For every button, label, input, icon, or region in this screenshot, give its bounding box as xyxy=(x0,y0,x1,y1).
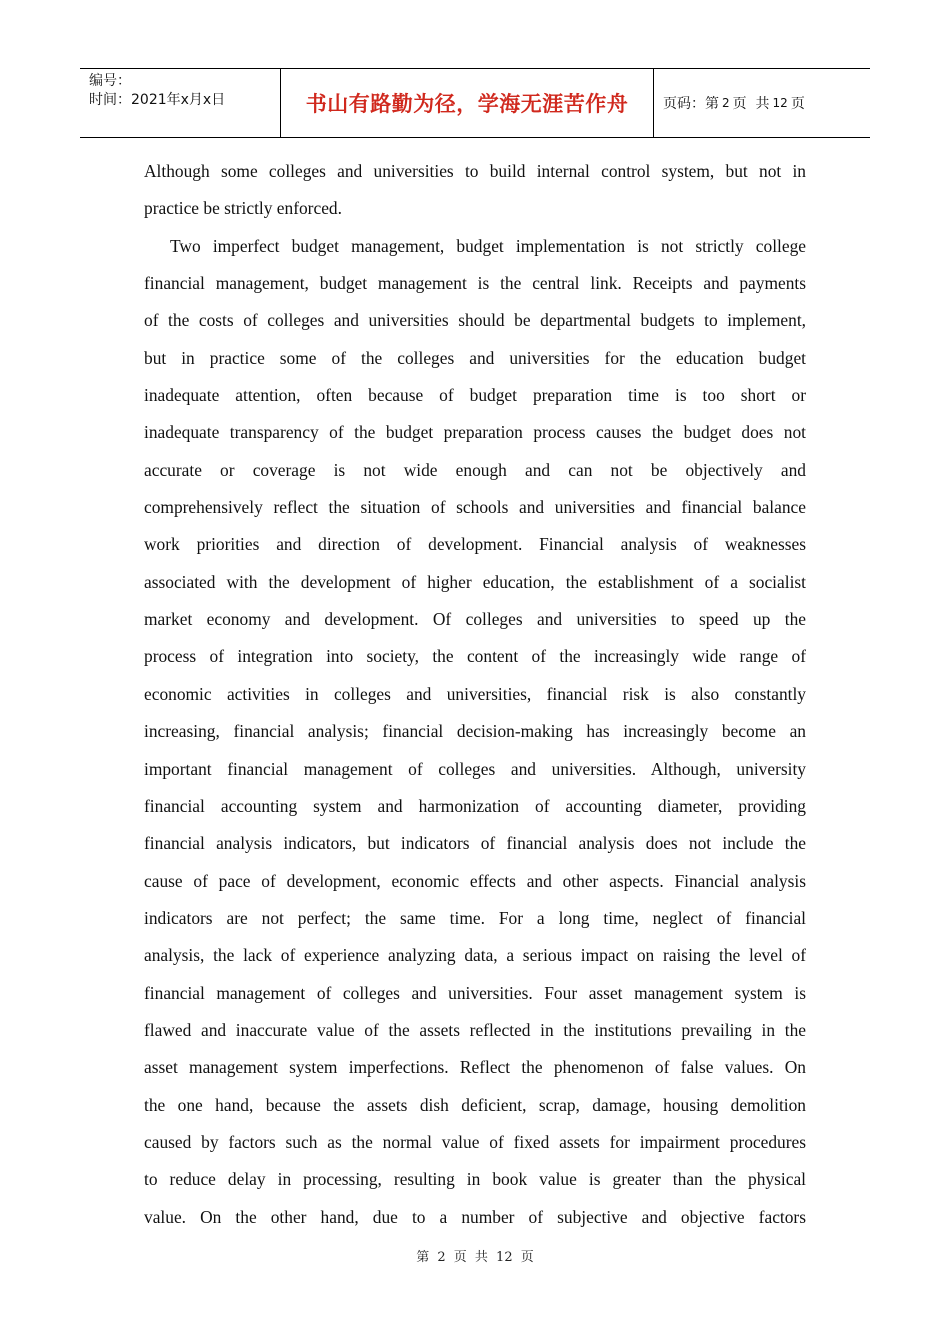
body-line: to reduce delay in processing, resulting in book value is greater than the physical xyxy=(144,1169,806,1190)
page-mid: 页 共 xyxy=(732,96,770,112)
body-line: market economy and development. Of colleges and universities to speed up the xyxy=(144,609,806,630)
body-line: asset management system imperfections. Reflect the phenomenon of false values. On xyxy=(144,1057,806,1078)
body-line: important financial management of colleges and universities. Although, university xyxy=(144,758,806,779)
body-line: value. On the other hand, due to a number of subjective and objective factors xyxy=(144,1206,806,1227)
body-line: but in practice some of the colleges and universities for the education budget xyxy=(144,347,806,368)
header-motto: 书山有路勤为径，学海无涯苦作舟 xyxy=(281,69,654,137)
body-line: increasing, financial analysis; financial decision-making has increasingly become an xyxy=(144,721,806,742)
body-line: Two imperfect budget management, budget implementation is not strictly college xyxy=(170,235,806,256)
page-header xyxy=(80,68,870,138)
body-line: flawed and inaccurate value of the assets reflected in the institutions prevailing in the xyxy=(144,1019,806,1040)
body-line: associated with the development of higher education, the establishment of a socialist xyxy=(144,571,806,592)
body-line: financial accounting system and harmonization of accounting diameter, providing xyxy=(144,795,806,816)
page-current: 2 xyxy=(722,96,730,110)
body-line: caused by factors such as the normal value of fixed assets for impairment procedures xyxy=(144,1131,806,1152)
body-line: practice be strictly enforced. xyxy=(144,198,342,219)
page-total: 12 xyxy=(772,96,788,110)
body-line: of the costs of colleges and universities should be departmental budgets to implement, xyxy=(144,310,806,331)
body-line: work priorities and direction of development. Financial analysis of weaknesses xyxy=(144,534,806,555)
body-line: cause of pace of development, economic effects and other aspects. Financial analysis xyxy=(144,870,806,891)
page-suffix: 页 xyxy=(790,96,805,112)
document-body xyxy=(144,153,806,1236)
page-footer: 第 2 页 共 12 页 xyxy=(416,1250,534,1265)
header-meta xyxy=(80,69,281,137)
body-line: inadequate attention, often because of budget preparation time is too short or xyxy=(144,385,806,406)
body-line: the one hand, because the assets dish deficient, scrap, damage, housing demolition xyxy=(144,1094,806,1115)
body-line: financial analysis indicators, but indicators of financial analysis does not include the xyxy=(144,833,806,854)
body-line: financial management, budget management is the central link. Receipts and payments xyxy=(144,273,806,294)
number-label: 编号： xyxy=(89,73,131,89)
body-line: process of integration into society, the content of the increasingly wide range of xyxy=(144,646,806,667)
body-line: accurate or coverage is not wide enough and can not be objectively and xyxy=(144,459,806,480)
body-line: economic activities in colleges and universities, financial risk is also constantly xyxy=(144,683,806,704)
time-label: 时间：2021年x月x日 xyxy=(89,92,226,108)
page-prefix: 页码：第 xyxy=(663,96,719,112)
body-line: analysis, the lack of experience analyzing data, a serious impact on raising the level of xyxy=(144,945,806,966)
header-page-info xyxy=(654,69,870,137)
body-line: financial management of colleges and universities. Four asset management system is xyxy=(144,982,806,1003)
body-line: comprehensively reflect the situation of schools and universities and financial balance xyxy=(144,497,806,518)
body-line: inadequate transparency of the budget preparation process causes the budget does not xyxy=(144,422,806,443)
body-line: Although some colleges and universities to build internal control system, but not in xyxy=(144,161,806,181)
body-line: indicators are not perfect; the same time. For a long time, neglect of financial xyxy=(144,907,806,928)
